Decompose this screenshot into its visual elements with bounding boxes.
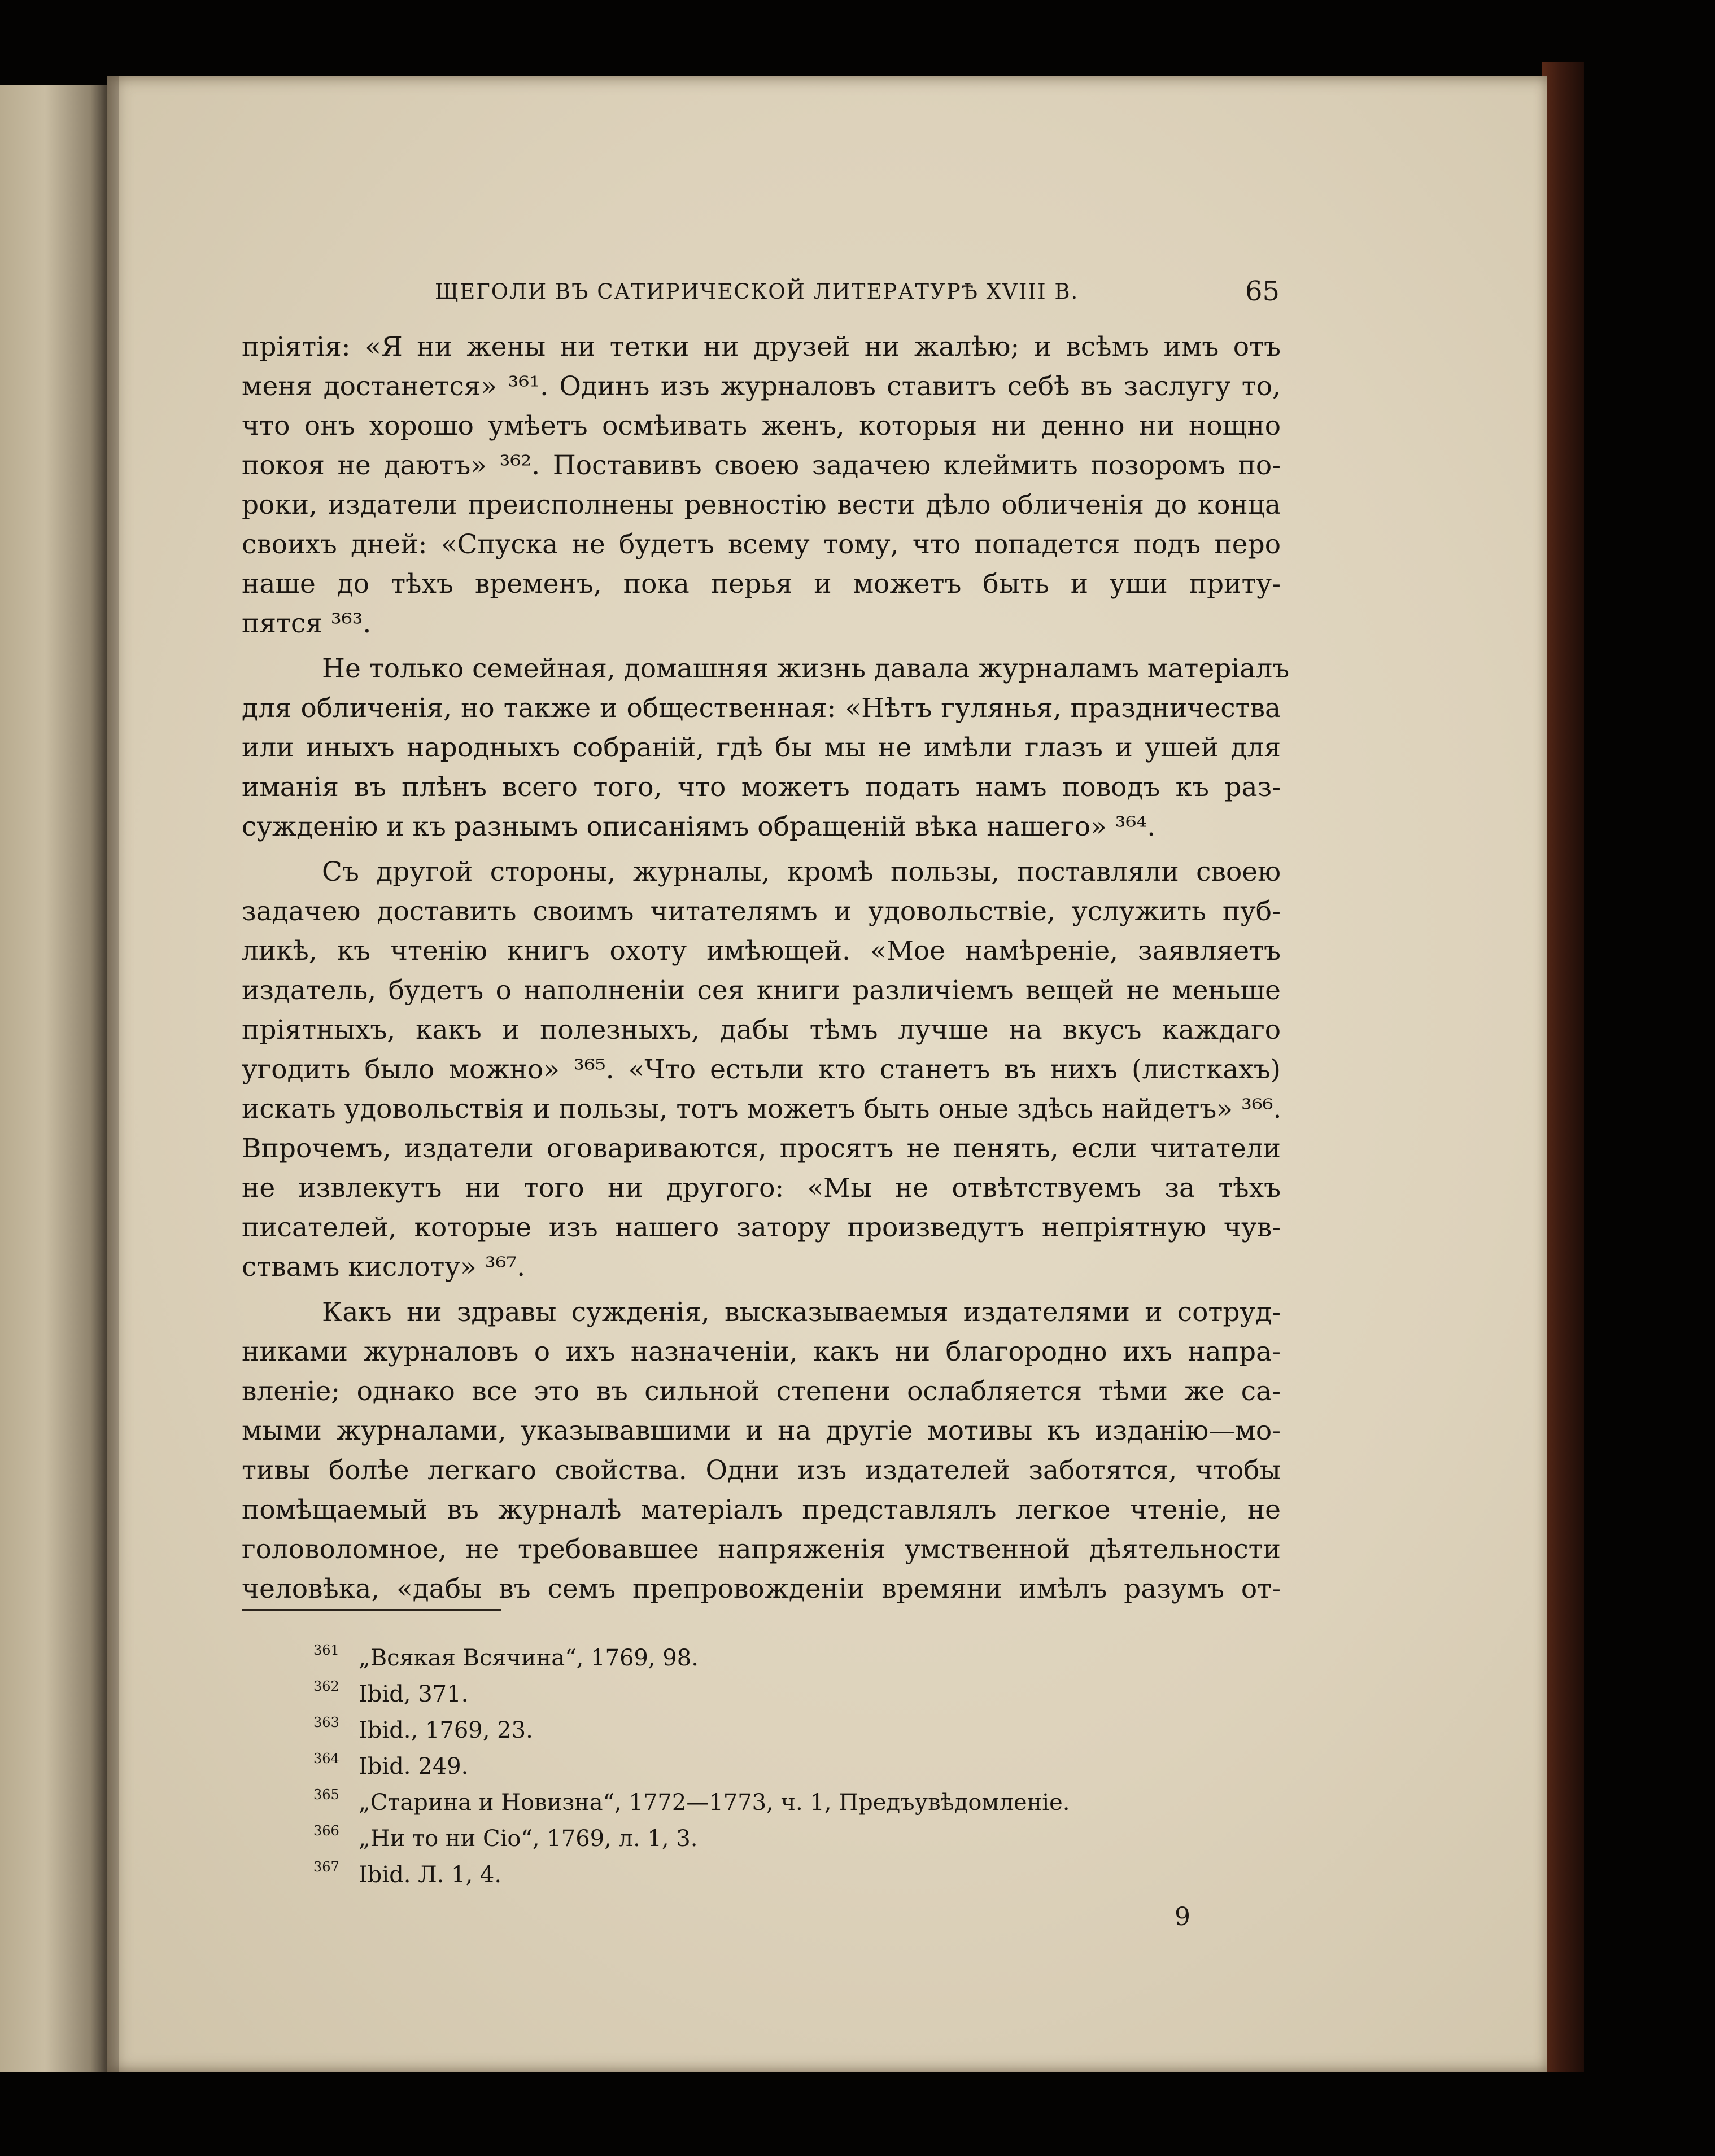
text-line: вленіе; однако все это въ сильной степени ослабляется тѣми же са- (242, 1376, 1281, 1407)
text-line: иманія въ плѣнъ всего того, что можетъ подать намъ поводъ къ раз- (242, 772, 1281, 803)
text-line: человѣка, «дабы въ семъ препровожденіи времяни имѣлъ разумъ от- (242, 1573, 1281, 1604)
text-line: искать удовольствія и пользы, тотъ можетъ быть оные здѣсь найдетъ» ³⁶⁶. (242, 1094, 1282, 1125)
body-text (242, 327, 1290, 1609)
footnote-text: „Всякая Всячина“, 1769, 98. (359, 1645, 699, 1671)
text-line: никами журналовъ о ихъ назначеніи, какъ ни благородно ихъ напра- (242, 1336, 1281, 1367)
text-line: ликѣ, къ чтенію книгъ охоту имѣющей. «Мое намѣреніе, заявляетъ (242, 935, 1281, 967)
text-line: Впрочемъ, издатели оговариваются, просятъ не пенять, если читатели (242, 1133, 1281, 1164)
text-line: тивы болѣе легкаго свойства. Одни изъ издателей заботятся, чтобы (242, 1455, 1281, 1486)
page-number: 65 (1245, 275, 1280, 307)
footnote-text: Ibid. 249. (359, 1753, 469, 1779)
text-line: головоломное, не требовавшее напряженія умственной дѣятельности (242, 1534, 1281, 1565)
text-line: или иныхъ народныхъ собраній, гдѣ бы мы не имѣли глазъ и ушей для (242, 732, 1281, 763)
footnote-text: Ibid., 1769, 23. (359, 1717, 533, 1743)
footnote-text: Ibid, 371. (359, 1681, 469, 1707)
footnote-number: 362 (313, 1678, 339, 1694)
running-head: ЩЕГОЛИ ВЪ САТИРИЧЕСКОЙ ЛИТЕРАТУРѢ XVIII В. (435, 279, 1079, 304)
text-line: сужденію и къ разнымъ описаніямъ обращеній вѣка нашего» ³⁶⁴. (242, 811, 1156, 842)
text-line: роки, издатели преисполнены ревностію вести дѣло обличенія до конца (242, 489, 1281, 521)
text-line: ствамъ кислоту» ³⁶⁷. (242, 1252, 526, 1283)
text-line: наше до тѣхъ временъ, пока перья и можетъ быть и уши приту- (242, 568, 1281, 600)
text-line: Не только семейная, домашняя жизнь давала журналамъ матеріалъ (322, 653, 1290, 684)
footnote-text: Ibid. Л. 1, 4. (359, 1862, 502, 1888)
footnote-number: 364 (313, 1751, 339, 1766)
text-line: Съ другой стороны, журналы, кромѣ пользы, поставляли своею (322, 856, 1281, 887)
footnote-number: 363 (313, 1715, 339, 1730)
footnote-number: 361 (313, 1642, 339, 1658)
text-line: задачею доставить своимъ читателямъ и удовольствіе, услужить пуб- (242, 896, 1281, 927)
text-line: для обличенія, но также и общественная: «Нѣтъ гулянья, праздничества (242, 693, 1281, 724)
signature-mark: 9 (1175, 1903, 1190, 1931)
text-line: писателей, которые изъ нашего затору произведутъ непріятную чув- (242, 1212, 1281, 1243)
footnote-text: „Ни то ни Сіо“, 1769, л. 1, 3. (359, 1826, 698, 1852)
text-line: угодить было можно» ³⁶⁵. «Что естьли кто станетъ въ нихъ (листкахъ) (242, 1054, 1281, 1085)
text-line: не извлекутъ ни того ни другого: «Мы не отвѣтствуемъ за тѣхъ (242, 1173, 1281, 1204)
footnote-number: 365 (313, 1787, 339, 1803)
text-line: Какъ ни здравы сужденія, высказываемыя издателями и сотруд- (322, 1297, 1281, 1328)
text-line: меня достанется» ³⁶¹. Одинъ изъ журналовъ ставитъ себѣ въ заслугу то, (242, 371, 1281, 402)
text-line: пятся ³⁶³. (242, 608, 372, 639)
text-line: покоя не даютъ» ³⁶². Поставивъ своею задачею клеймить позоромъ по- (242, 450, 1281, 481)
text-line: пріятія: «Я ни жены ни тетки ни друзей ни жалѣю; и всѣмъ имъ отъ (242, 331, 1281, 362)
facing-page-edge (0, 85, 113, 2072)
text-line: мыми журналами, указывавшими и на другіе мотивы къ изданію—мо- (242, 1415, 1281, 1446)
text-line: издатель, будетъ о наполненіи сея книги различіемъ вещей не меньше (242, 975, 1281, 1006)
footnote-rule (242, 1609, 501, 1611)
text-line: своихъ дней: «Спуска не будетъ всему тому, что попадется подъ перо (242, 529, 1281, 560)
footnote-number: 367 (313, 1859, 339, 1875)
footnote-text: „Старина и Новизна“, 1772—1773, ч. 1, Предъувѣдомленіе. (359, 1790, 1070, 1816)
text-line: помѣщаемый въ журналѣ матеріалъ представлялъ легкое чтеніе, не (242, 1494, 1281, 1525)
text-line: что онъ хорошо умѣетъ осмѣивать женъ, которыя ни денно ни нощно (242, 410, 1281, 441)
book-cover-edge (1542, 62, 1584, 2072)
page-gutter (107, 76, 119, 2072)
text-line: пріятныхъ, какъ и полезныхъ, дабы тѣмъ лучше на вкусъ каждаго (242, 1014, 1281, 1046)
footnote-number: 366 (313, 1823, 339, 1839)
